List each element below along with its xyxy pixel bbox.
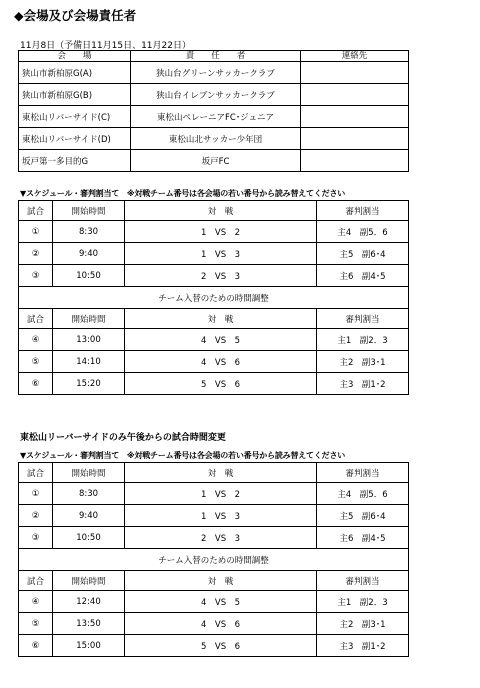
match-pairing: 4 VS 5 <box>125 329 317 351</box>
match-no: ④ <box>19 329 53 351</box>
start-time: 8:30 <box>53 221 125 243</box>
start-time: 9:40 <box>53 243 125 265</box>
referee-assignment: 主6 副4･5 <box>317 527 409 549</box>
start-time-header: 開始時間 <box>53 463 125 483</box>
match-no-header: 試合 <box>19 571 53 591</box>
match-header: 対 戦 <box>125 463 317 483</box>
match-no: ④ <box>19 591 53 613</box>
schedule-row <box>19 329 409 351</box>
venue-table <box>18 50 409 172</box>
schedule-header-row <box>19 463 409 483</box>
break-row <box>19 549 409 571</box>
match-pairing: 4 VS 6 <box>125 613 317 635</box>
referee-assignment: 主4 副5．6 <box>317 221 409 243</box>
match-no-header: 試合 <box>19 201 53 221</box>
match-header: 対 戦 <box>125 309 317 329</box>
match-no: ① <box>19 483 53 505</box>
match-no-header: 試合 <box>19 463 53 483</box>
match-header: 対 戦 <box>125 201 317 221</box>
start-time: 14:10 <box>53 351 125 373</box>
venue-name: 坂戸第一多目的G <box>19 150 131 172</box>
schedule-row <box>19 591 409 613</box>
start-time: 9:40 <box>53 505 125 527</box>
venue-contact <box>301 84 409 106</box>
match-pairing: 1 VS 2 <box>125 483 317 505</box>
schedule-table <box>18 200 409 395</box>
change-heading: 東松山リーバーサイドのみ午後からの試合時間変更 <box>20 433 226 443</box>
manager-col-header: 責 任 者 <box>131 51 301 62</box>
venue-name: 狭山市新柏原G(A) <box>19 62 131 84</box>
venue-name: 東松山リバーサイド(C) <box>19 106 131 128</box>
schedule-header-row <box>19 571 409 591</box>
match-no: ② <box>19 243 53 265</box>
schedule-header-row <box>19 201 409 221</box>
start-time: 10:50 <box>53 265 125 287</box>
schedule-title: ▼スケジュール・審判割当て ※対戦チーム番号は各会場の若い番号から読み替えてください <box>20 451 346 460</box>
schedule-row <box>19 505 409 527</box>
schedule-row <box>19 613 409 635</box>
venue-manager: 狭山台グリーンサッカークラブ <box>131 62 301 84</box>
match-no: ⑥ <box>19 373 53 395</box>
break-note: チーム入替のための時間調整 <box>19 287 409 309</box>
match-no-header: 試合 <box>19 309 53 329</box>
schedule-row <box>19 483 409 505</box>
match-no: ① <box>19 221 53 243</box>
referee-assignment: 主3 副1･2 <box>317 635 409 657</box>
match-pairing: 1 VS 2 <box>125 221 317 243</box>
schedule-row <box>19 373 409 395</box>
start-time: 15:00 <box>53 635 125 657</box>
venue-manager: 狭山台イレブンサッカークラブ <box>131 84 301 106</box>
referee-assignment: 主5 副6･4 <box>317 505 409 527</box>
contact-col-header: 連絡先 <box>301 51 409 62</box>
match-no: ⑥ <box>19 635 53 657</box>
match-no: ⑤ <box>19 351 53 373</box>
match-no: ③ <box>19 527 53 549</box>
referee-assignment: 主2 副3･1 <box>317 613 409 635</box>
start-time: 12:40 <box>53 591 125 613</box>
start-time: 8:30 <box>53 483 125 505</box>
referee-assignment: 主2 副3･1 <box>317 351 409 373</box>
start-time: 13:00 <box>53 329 125 351</box>
venue-header-row <box>19 51 409 62</box>
venue-manager: 坂戸FC <box>131 150 301 172</box>
venue-col-header: 会 場 <box>19 51 131 62</box>
venue-contact <box>301 106 409 128</box>
venue-row <box>19 128 409 150</box>
venue-manager: 東松山北サッカー少年団 <box>131 128 301 150</box>
venue-row <box>19 106 409 128</box>
start-time-header: 開始時間 <box>53 571 125 591</box>
venue-row <box>19 84 409 106</box>
match-no: ② <box>19 505 53 527</box>
match-pairing: 4 VS 6 <box>125 351 317 373</box>
referee-header: 審判割当 <box>317 571 409 591</box>
match-pairing: 2 VS 3 <box>125 527 317 549</box>
start-time-header: 開始時間 <box>53 309 125 329</box>
referee-assignment: 主6 副4･5 <box>317 265 409 287</box>
schedule-row <box>19 243 409 265</box>
schedule-row <box>19 221 409 243</box>
match-no: ③ <box>19 265 53 287</box>
referee-assignment: 主4 副5．6 <box>317 483 409 505</box>
schedule-row <box>19 265 409 287</box>
venue-manager: 東松山ペレーニアFC･ジュニア <box>131 106 301 128</box>
schedule-row <box>19 635 409 657</box>
start-time-header: 開始時間 <box>53 201 125 221</box>
venue-contact <box>301 62 409 84</box>
match-pairing: 5 VS 6 <box>125 635 317 657</box>
referee-assignment: 主1 副2．3 <box>317 591 409 613</box>
venue-contact <box>301 150 409 172</box>
schedule-table <box>18 462 409 657</box>
start-time: 10:50 <box>53 527 125 549</box>
match-pairing: 1 VS 3 <box>125 505 317 527</box>
break-row <box>19 287 409 309</box>
venue-name: 狭山市新柏原G(B) <box>19 84 131 106</box>
referee-assignment: 主5 副6･4 <box>317 243 409 265</box>
referee-header: 審判割当 <box>317 309 409 329</box>
venue-row <box>19 62 409 84</box>
match-pairing: 2 VS 3 <box>125 265 317 287</box>
referee-assignment: 主3 副1･2 <box>317 373 409 395</box>
venue-name: 東松山リバーサイド(D) <box>19 128 131 150</box>
start-time: 13:50 <box>53 613 125 635</box>
date-line: 11月8日（予備日11月15日、11月22日） <box>20 41 191 51</box>
schedule-title: ▼スケジュール・審判割当て ※対戦チーム番号は各会場の若い番号から読み替えてください <box>20 189 346 198</box>
match-no: ⑤ <box>19 613 53 635</box>
match-pairing: 4 VS 5 <box>125 591 317 613</box>
referee-assignment: 主1 副2．3 <box>317 329 409 351</box>
match-pairing: 5 VS 6 <box>125 373 317 395</box>
schedule-row <box>19 527 409 549</box>
venue-row <box>19 150 409 172</box>
referee-header: 審判割当 <box>317 463 409 483</box>
match-pairing: 1 VS 3 <box>125 243 317 265</box>
break-note: チーム入替のための時間調整 <box>19 549 409 571</box>
match-header: 対 戦 <box>125 571 317 591</box>
schedule-row <box>19 351 409 373</box>
page-title: ◆会場及び会場責任者 <box>14 8 137 23</box>
start-time: 15:20 <box>53 373 125 395</box>
referee-header: 審判割当 <box>317 201 409 221</box>
venue-contact <box>301 128 409 150</box>
schedule-header-row <box>19 309 409 329</box>
